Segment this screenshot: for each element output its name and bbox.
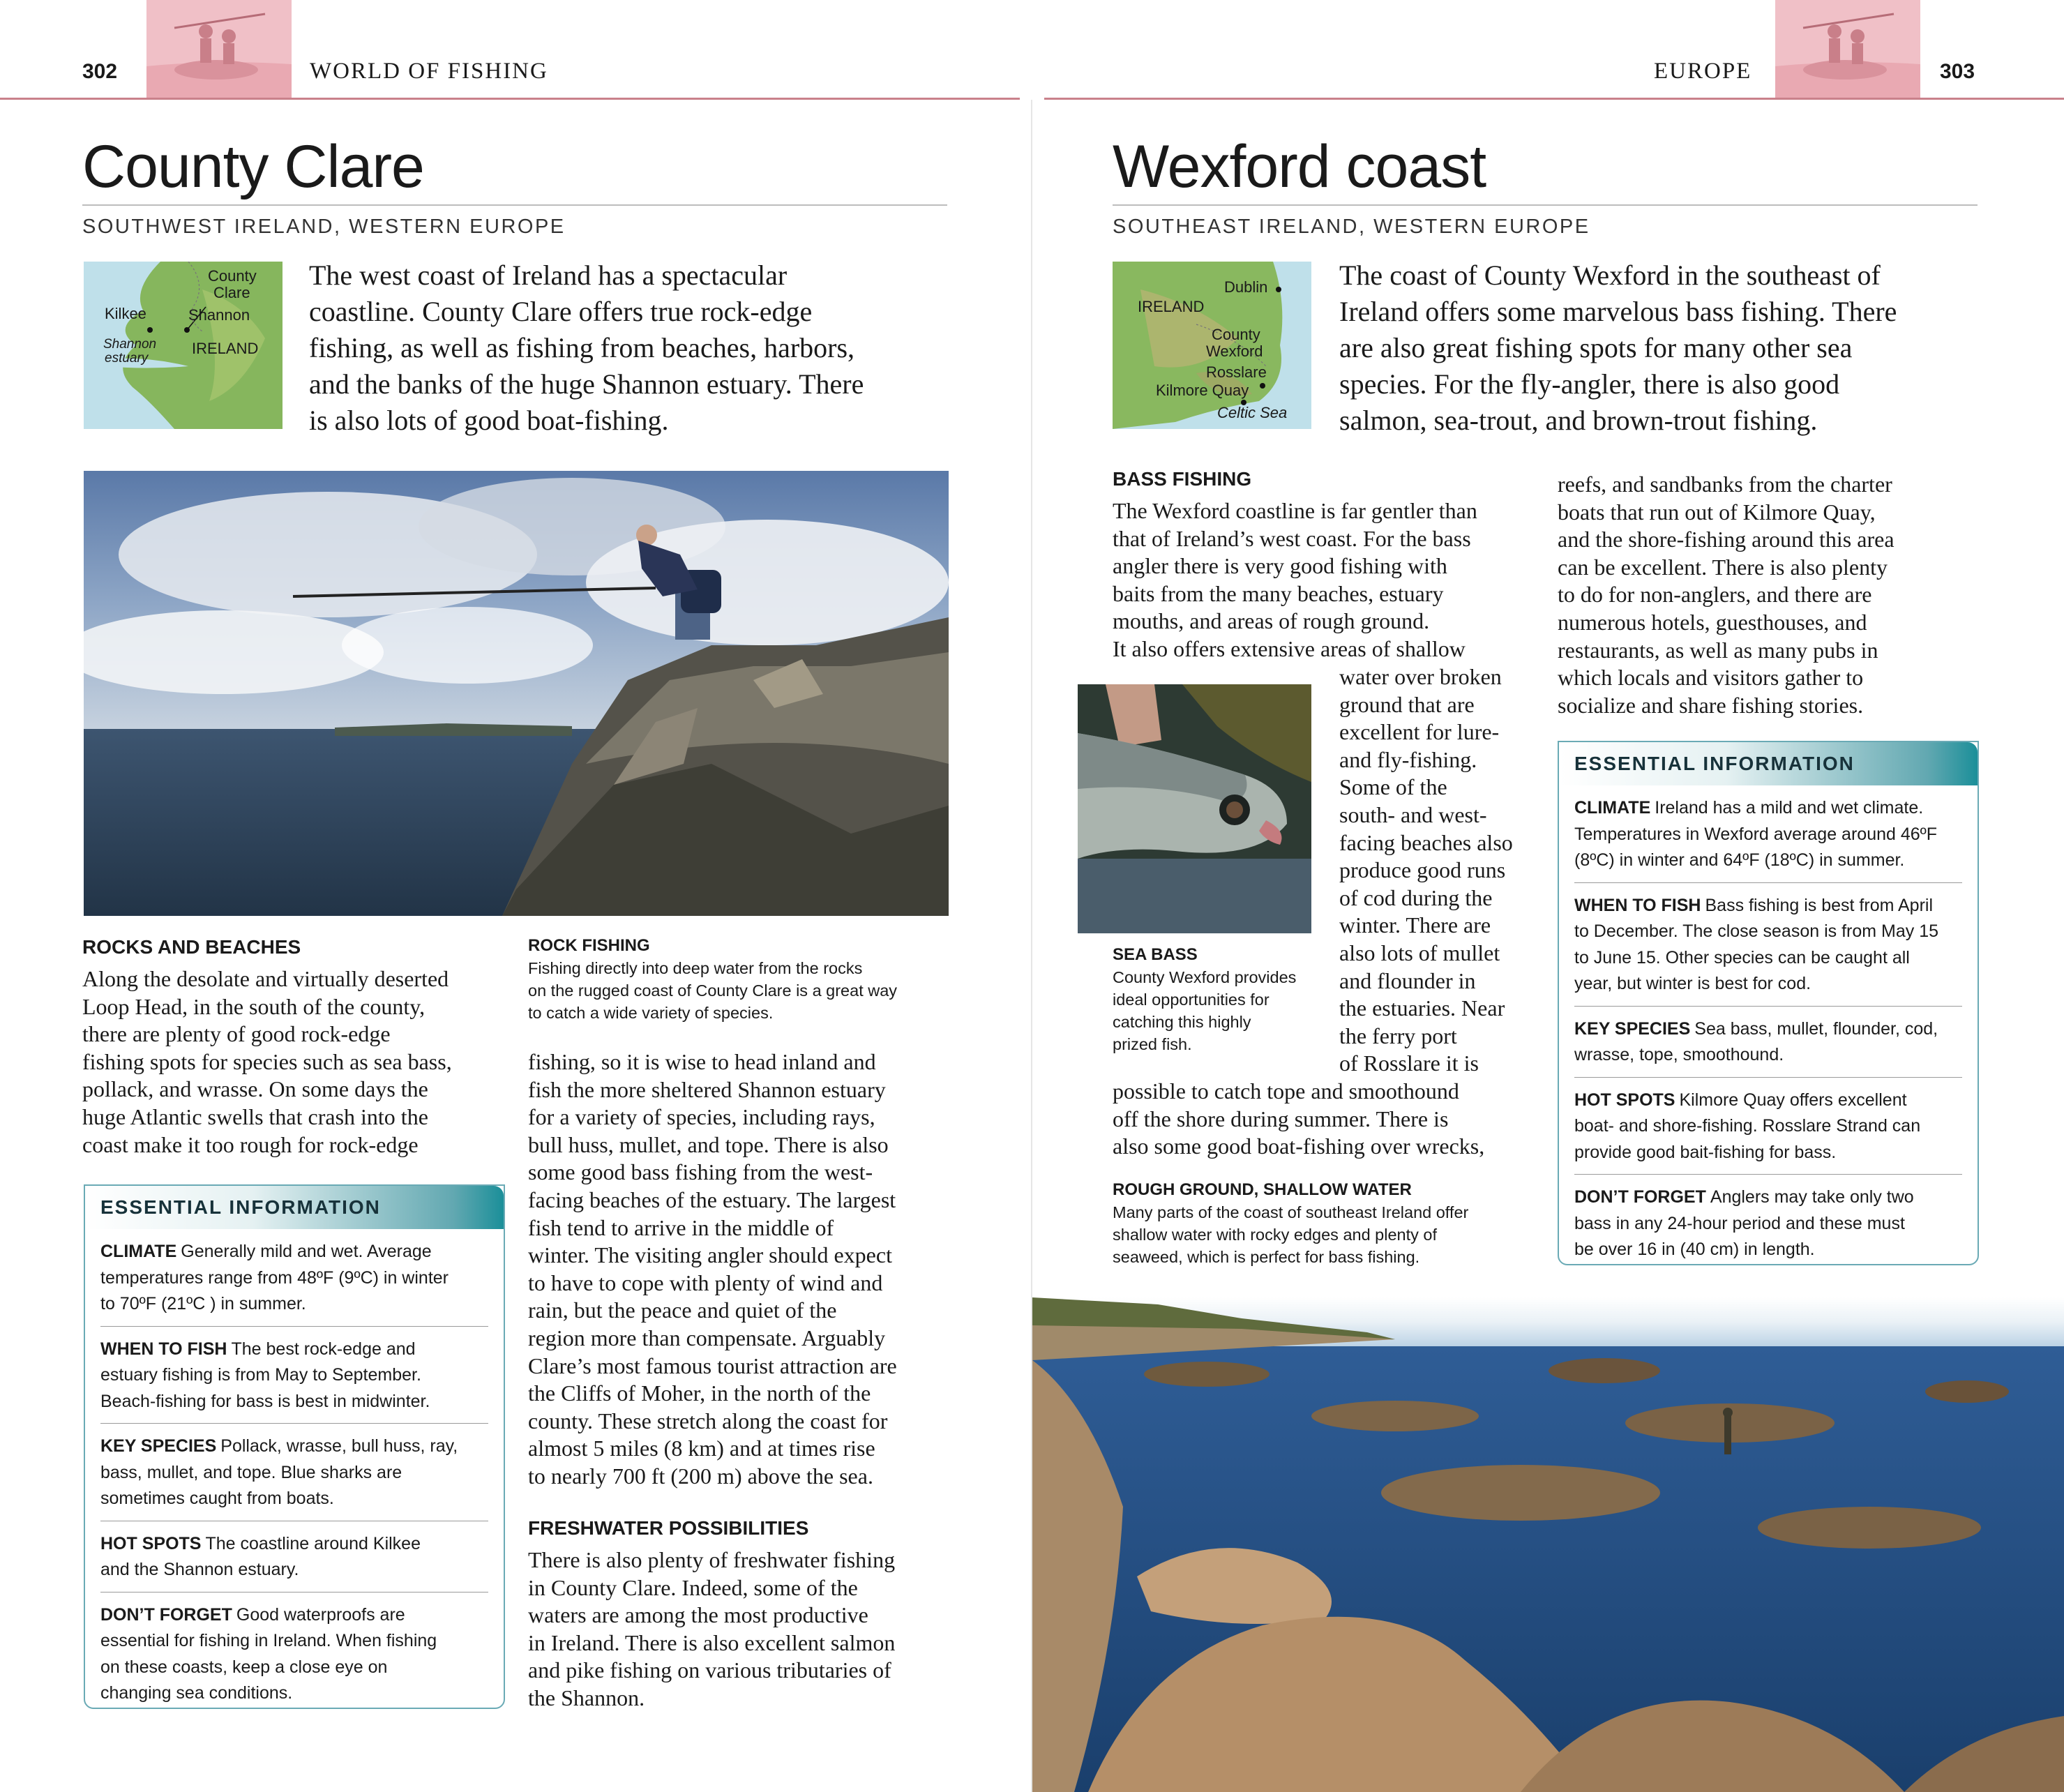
article-title-county-clare: County Clare <box>82 133 424 200</box>
article-subtitle: SOUTHEAST IRELAND, WESTERN EUROPE <box>1113 216 1590 238</box>
body-line: and pike fishing on various tributaries of <box>528 1657 891 1683</box>
info-text: The coastline around Kilkee <box>205 1533 421 1553</box>
bass-fishing-heading: BASS FISHING <box>1113 468 1252 490</box>
article-title-wexford-coast: Wexford coast <box>1113 133 1486 200</box>
body-line: facing beaches also <box>1339 829 1513 855</box>
body-line: can be excellent. There is also plenty <box>1558 554 1888 580</box>
body-line: coast make it too rough for rock-edge <box>82 1131 419 1157</box>
info-text: to June 15. Other species can be caught all <box>1574 947 1910 967</box>
body-line: produce good runs <box>1339 857 1506 883</box>
info-text: year, but winter is best for cod. <box>1574 974 1811 993</box>
info-text: Sea bass, mullet, flounder, cod, <box>1694 1018 1938 1039</box>
map-label-rosslare: Rosslare <box>1206 363 1267 381</box>
body-line: there are plenty of good rock-edge <box>82 1021 391 1047</box>
body-line: some good bass fishing from the west- <box>528 1159 873 1185</box>
info-text: wrasse, tope, smoothound. <box>1574 1045 1784 1064</box>
freshwater-text <box>528 1546 954 1712</box>
body-line: in Ireland. There is also excellent salmon <box>528 1629 896 1655</box>
body-line: and the shore-fishing around this area <box>1558 527 1894 552</box>
caption-heading: ROCK FISHING <box>528 936 650 955</box>
info-text: Bass fishing is best from April <box>1705 895 1933 915</box>
map-label-clare: Clare <box>213 284 250 301</box>
intro-line: are also great fishing spots for many other sea <box>1339 332 1853 363</box>
info-label: WHEN TO FISH <box>1574 895 1701 915</box>
info-label: KEY SPECIES <box>100 1436 217 1456</box>
map-label-kilkee: Kilkee <box>105 305 146 322</box>
caption-line: shallow water with rocky edges and plenty of <box>1113 1226 1438 1244</box>
info-text: Pollack, wrasse, bull huss, ray, <box>220 1436 458 1456</box>
info-text: sometimes caught from boats. <box>100 1489 334 1508</box>
info-text: temperatures range from 48ºF (9ºC) in winter <box>100 1267 449 1288</box>
body-line: excellent for lure- <box>1339 719 1500 745</box>
essential-information-box-wexford <box>1558 741 1979 1265</box>
info-text: be over 16 in (40 cm) in length. <box>1574 1240 1815 1259</box>
body-line: There is also plenty of freshwater fishing <box>528 1547 896 1572</box>
body-line: almost 5 miles (8 km) and at times rise <box>528 1436 875 1461</box>
info-text: on these coasts, keep a close eye on <box>100 1657 388 1677</box>
bass-fishing-text-bottom <box>1113 1078 1545 1161</box>
info-item-hot-spots <box>1574 1077 1962 1175</box>
caption-line: Many parts of the coast of southeast Ireland offer <box>1113 1203 1469 1221</box>
caption-line: ideal opportunities for <box>1113 991 1270 1009</box>
info-text: Ireland has a mild and wet climate. <box>1655 798 1924 818</box>
intro-line: is also lots of good boat-fishing. <box>309 405 669 436</box>
info-text: The best rock-edge and <box>231 1339 416 1359</box>
header-rule-right <box>1044 98 2064 100</box>
rock-fishing-photo <box>84 471 949 916</box>
info-item-dont-forget <box>1574 1174 1962 1272</box>
title-rule <box>82 204 947 206</box>
body-line: huge Atlantic swells that crash into the <box>82 1104 428 1129</box>
info-item-dont-forget <box>100 1592 488 1715</box>
rock-fishing-caption <box>528 935 947 1024</box>
body-line: socialize and share fishing stories. <box>1558 692 1864 718</box>
intro-line: species. For the fly-angler, there is also good <box>1339 368 1840 400</box>
rocks-beaches-text <box>82 965 501 1159</box>
body-line: Along the desolate and virtually deserted <box>82 966 449 991</box>
running-head-left: WORLD OF FISHING <box>310 59 548 84</box>
info-text: Beach-fishing for bass is best in midwinter. <box>100 1391 430 1411</box>
body-line: the estuaries. Near <box>1339 995 1505 1021</box>
info-item-key-species <box>100 1423 488 1521</box>
body-line: off the shore during summer. There is <box>1113 1106 1449 1131</box>
info-text: to 70ºF (21ºC ) in summer. <box>100 1294 306 1313</box>
info-item-hot-spots <box>100 1521 488 1592</box>
body-line: bull huss, mullet, and tope. There is also <box>528 1131 889 1157</box>
info-item-key-species <box>1574 1006 1962 1077</box>
sea-bass-photo-graphic <box>1078 684 1311 933</box>
info-text: estuary fishing is from May to September. <box>100 1365 421 1385</box>
body-line: pollack, and wrasse. On some days the <box>82 1076 428 1102</box>
info-text: Anglers may take only two <box>1710 1187 1914 1207</box>
info-text: provide good bait-fishing for bass. <box>1574 1142 1837 1162</box>
rough-ground-shallow-water-photo <box>1032 1297 2064 1792</box>
rocks-beaches-heading: ROCKS AND BEACHES <box>82 936 301 958</box>
essential-information-heading: ESSENTIAL INFORMATION <box>85 1186 504 1229</box>
info-text: boat- and shore-fishing. Rosslare Strand can <box>1574 1116 1921 1136</box>
bass-fishing-text-narrow <box>1339 663 1549 1078</box>
info-item-when-to-fish <box>100 1326 488 1424</box>
map-label-dublin: Dublin <box>1224 278 1268 296</box>
caption-heading: ROUGH GROUND, SHALLOW WATER <box>1113 1180 1412 1199</box>
body-line: boats that run out of Kilmore Quay, <box>1558 499 1876 525</box>
body-line: The Wexford coastline is far gentler than <box>1113 498 1477 523</box>
map-label-ireland: IRELAND <box>192 340 259 357</box>
body-line: south- and west- <box>1339 801 1487 827</box>
body-line: the ferry port <box>1339 1023 1457 1048</box>
body-line: facing beaches of the estuary. The largest <box>528 1187 896 1212</box>
sea-bass-photo <box>1078 684 1311 933</box>
header-thumbnail-right <box>1775 0 1920 98</box>
body-line: fishing spots for species such as sea bass, <box>82 1048 452 1074</box>
wexford-locator-map <box>1113 262 1311 429</box>
info-item-climate <box>1574 785 1962 882</box>
body-line: It also offers extensive areas of shallow <box>1113 635 1466 661</box>
info-label: HOT SPOTS <box>100 1533 202 1553</box>
body-line: baits from the many beaches, estuary <box>1113 580 1444 606</box>
intro-line: fishing, as well as fishing from beaches, harbors, <box>309 332 855 363</box>
body-line: and flounder in <box>1339 967 1476 993</box>
caption-line: County Wexford provides <box>1113 968 1297 986</box>
info-label: HOT SPOTS <box>1574 1090 1675 1110</box>
map-label-wexford: Wexford <box>1206 342 1263 360</box>
essential-information-box-clare <box>84 1184 505 1709</box>
title-rule <box>1113 204 1978 206</box>
body-line: winter. There are <box>1339 912 1491 938</box>
essential-information-heading: ESSENTIAL INFORMATION <box>1559 742 1978 785</box>
info-item-climate <box>100 1229 488 1326</box>
rough-ground-caption <box>1113 1179 1559 1268</box>
intro-line: The west coast of Ireland has a spectacular <box>309 259 788 291</box>
intro-paragraph <box>309 257 958 439</box>
info-label: DON’T FORGET <box>100 1604 232 1625</box>
caption-line: seaweed, which is perfect for bass fishing. <box>1113 1248 1420 1266</box>
body-line: ground that are <box>1339 691 1475 717</box>
body-line: Loop Head, in the south of the county, <box>82 993 425 1019</box>
body-line: fish the more sheltered Shannon estuary <box>528 1076 886 1102</box>
sea-bass-caption <box>1113 944 1322 1055</box>
body-line: region more than compensate. Arguably <box>528 1325 886 1350</box>
info-label: KEY SPECIES <box>1574 1018 1691 1039</box>
coast-photo-graphic <box>1032 1297 2064 1792</box>
info-text: (8ºC) in winter and 64ºF (18ºC) in summer. <box>1574 850 1905 870</box>
intro-line: coastline. County Clare offers true rock-edge <box>309 296 813 327</box>
body-line: Some of the <box>1339 774 1447 800</box>
body-line: for a variety of species, including rays, <box>528 1104 875 1130</box>
body-line: to have to cope with plenty of wind and <box>528 1270 883 1295</box>
body-line: angler there is very good fishing with <box>1113 553 1447 579</box>
body-line: which locals and visitors gather to <box>1558 665 1864 691</box>
info-text: changing sea conditions. <box>100 1683 293 1703</box>
caption-line: to catch a wide variety of species. <box>528 1004 774 1022</box>
body-line: possible to catch tope and smoothound <box>1113 1078 1459 1104</box>
body-line: water over broken <box>1339 664 1502 689</box>
map-label-shannon: Shannon <box>188 306 250 324</box>
info-text: Kilmore Quay offers excellent <box>1679 1090 1907 1110</box>
body-line: of cod during the <box>1339 884 1493 910</box>
body-line: numerous hotels, guesthouses, and <box>1558 609 1867 635</box>
body-line: fishing, so it is wise to head inland and <box>528 1049 876 1074</box>
info-text: Generally mild and wet. Average <box>181 1242 432 1261</box>
intro-paragraph <box>1339 257 1988 439</box>
caption-line: catching this highly <box>1113 1013 1251 1031</box>
body-line: reefs, and sandbanks from the charter <box>1558 472 1892 497</box>
info-text: bass, mullet, and tope. Blue sharks are <box>100 1462 402 1482</box>
info-label: CLIMATE <box>1574 798 1651 818</box>
intro-line: and the banks of the huge Shannon estuary. There <box>309 368 864 400</box>
body-line: of Rosslare it is <box>1339 1051 1479 1076</box>
bass-fishing-text-top <box>1113 497 1545 663</box>
body-line: the Cliffs of Moher, in the north of the <box>528 1380 871 1406</box>
body-line: Clare’s most famous tourist attraction are <box>528 1353 897 1378</box>
map-label-county: County <box>208 267 257 285</box>
caption-line: prized fish. <box>1113 1035 1192 1053</box>
column-two-text <box>528 1048 954 1491</box>
body-line: also some good boat-fishing over wrecks, <box>1113 1134 1485 1159</box>
county-clare-locator-map <box>84 262 283 429</box>
caption-heading: SEA BASS <box>1113 945 1198 964</box>
caption-line: Fishing directly into deep water from the rocks <box>528 959 863 977</box>
info-text: Temperatures in Wexford average around 46ºF <box>1574 824 1938 844</box>
intro-line: salmon, sea-trout, and brown-trout fishing. <box>1339 405 1818 436</box>
essential-items <box>85 1229 504 1715</box>
info-text: bass in any 24-hour period and these must <box>1574 1213 1905 1233</box>
info-text: Good waterproofs are <box>236 1604 405 1625</box>
map-label-shannon-estuary-1: Shannon <box>103 337 157 352</box>
map-label-celtic-sea: Celtic Sea <box>1217 404 1288 421</box>
page-number-right: 303 <box>1940 60 1975 83</box>
intro-line: Ireland offers some marvelous bass fishing. There <box>1339 296 1897 327</box>
body-line: fish tend to arrive in the middle of <box>528 1214 834 1240</box>
info-text: and the Shannon estuary. <box>100 1560 299 1579</box>
caption-line: on the rugged coast of County Clare is a great way <box>528 981 898 1000</box>
info-text: essential for fishing in Ireland. When fishing <box>100 1631 437 1650</box>
map-label-kilmore-quay: Kilmore Quay <box>1156 382 1249 399</box>
header-thumbnail-left <box>146 0 292 98</box>
body-line: also lots of mullet <box>1339 940 1500 965</box>
body-line: county. These stretch along the coast for <box>528 1408 888 1433</box>
intro-line: The coast of County Wexford in the southeast of <box>1339 259 1881 291</box>
body-line: in County Clare. Indeed, some of the <box>528 1574 858 1600</box>
running-head-right: EUROPE <box>1654 59 1752 84</box>
body-line: waters are among the most productive <box>528 1602 868 1628</box>
body-line: that of Ireland’s west coast. For the bass <box>1113 525 1471 551</box>
map-label-ireland: IRELAND <box>1138 298 1205 315</box>
body-line: rain, but the peace and quiet of the <box>528 1297 837 1323</box>
body-line: mouths, and areas of rough ground. <box>1113 608 1430 634</box>
body-line: restaurants, as well as many pubs in <box>1558 637 1878 663</box>
body-line: to nearly 700 ft (200 m) above the sea. <box>528 1463 873 1489</box>
rock-fishing-photo-graphic <box>84 471 949 916</box>
info-label: WHEN TO FISH <box>100 1339 227 1359</box>
info-item-when-to-fish <box>1574 882 1962 1006</box>
article-subtitle: SOUTHWEST IRELAND, WESTERN EUROPE <box>82 216 566 238</box>
info-text: to December. The close season is from May 15 <box>1574 921 1938 941</box>
info-label: DON’T FORGET <box>1574 1187 1706 1207</box>
page-number-left: 302 <box>82 60 118 83</box>
body-line: the Shannon. <box>528 1685 645 1710</box>
column-two-text <box>1558 471 1990 719</box>
map-label-county: County <box>1212 326 1260 343</box>
map-label-shannon-estuary-2: estuary <box>105 351 149 366</box>
header-rule-left <box>0 98 1020 100</box>
body-line: winter. The visiting angler should expect <box>528 1242 892 1268</box>
freshwater-heading: FRESHWATER POSSIBILITIES <box>528 1517 809 1539</box>
body-line: to do for non-anglers, and there are <box>1558 582 1872 608</box>
body-line: and fly-fishing. <box>1339 746 1477 772</box>
info-label: CLIMATE <box>100 1242 177 1261</box>
essential-items <box>1559 785 1978 1272</box>
